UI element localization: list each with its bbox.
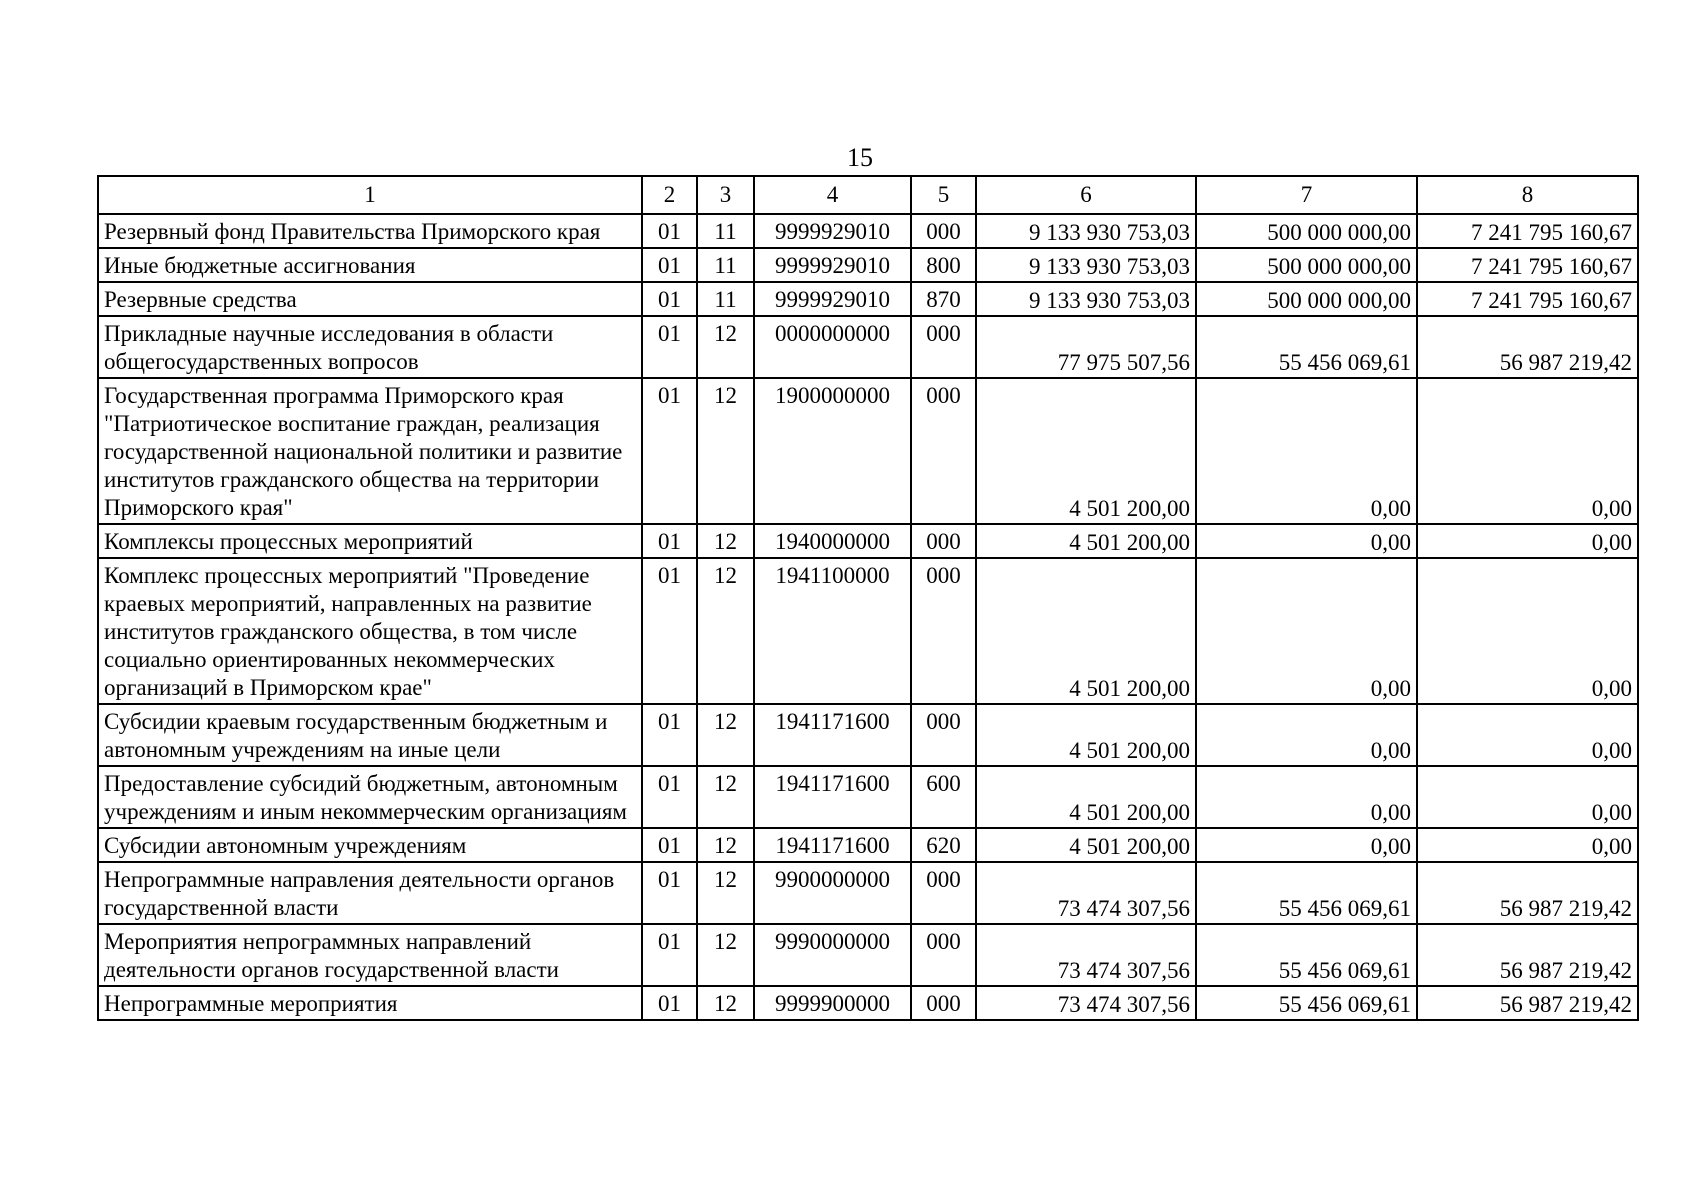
expense-type-code: 000 [911,704,976,766]
amount-col-7: 0,00 [1196,704,1417,766]
budget-table [97,175,1639,1021]
amount-col-6: 4 501 200,00 [976,378,1196,524]
expense-type-code: 000 [911,986,976,1020]
target-article-code: 9900000000 [754,862,911,924]
amount-col-7: 55 456 069,61 [1196,862,1417,924]
table-row [98,986,1638,1020]
section-code: 01 [642,378,697,524]
amount-col-8: 56 987 219,42 [1417,862,1638,924]
subsection-code: 12 [697,524,754,558]
table-row [98,862,1638,924]
amount-col-7: 0,00 [1196,378,1417,524]
amount-col-8: 7 241 795 160,67 [1417,248,1638,282]
section-code: 01 [642,704,697,766]
row-name: Непрограммные мероприятия [98,986,642,1020]
expense-type-code: 800 [911,248,976,282]
amount-col-7: 0,00 [1196,766,1417,828]
section-code: 01 [642,282,697,316]
amount-col-7: 500 000 000,00 [1196,214,1417,248]
amount-col-6: 9 133 930 753,03 [976,248,1196,282]
amount-col-6: 9 133 930 753,03 [976,214,1196,248]
amount-col-6: 4 501 200,00 [976,766,1196,828]
header-row [98,176,1638,214]
subsection-code: 12 [697,828,754,862]
section-code: 01 [642,248,697,282]
table-row [98,704,1638,766]
section-code: 01 [642,924,697,986]
subsection-code: 12 [697,924,754,986]
column-header: 2 [642,176,697,214]
table-row [98,248,1638,282]
subsection-code: 12 [697,704,754,766]
amount-col-8: 7 241 795 160,67 [1417,282,1638,316]
target-article-code: 1941171600 [754,704,911,766]
subsection-code: 11 [697,248,754,282]
amount-col-7: 0,00 [1196,524,1417,558]
amount-col-7: 500 000 000,00 [1196,248,1417,282]
subsection-code: 12 [697,986,754,1020]
target-article-code: 9999900000 [754,986,911,1020]
column-header: 7 [1196,176,1417,214]
page-number: 15 [847,143,873,172]
amount-col-8: 0,00 [1417,524,1638,558]
amount-col-8: 0,00 [1417,558,1638,704]
expense-type-code: 600 [911,766,976,828]
row-name: Иные бюджетные ассигнования [98,248,642,282]
target-article-code: 0000000000 [754,316,911,378]
target-article-code: 9990000000 [754,924,911,986]
target-article-code: 9999929010 [754,214,911,248]
table-header [98,176,1638,214]
expense-type-code: 000 [911,558,976,704]
amount-col-7: 55 456 069,61 [1196,316,1417,378]
expense-type-code: 000 [911,524,976,558]
amount-col-6: 4 501 200,00 [976,704,1196,766]
table-row [98,378,1638,524]
table-row [98,214,1638,248]
amount-col-6: 73 474 307,56 [976,862,1196,924]
subsection-code: 11 [697,214,754,248]
section-code: 01 [642,558,697,704]
amount-col-6: 4 501 200,00 [976,558,1196,704]
amount-col-7: 55 456 069,61 [1196,986,1417,1020]
amount-col-6: 73 474 307,56 [976,924,1196,986]
section-code: 01 [642,214,697,248]
table-row [98,524,1638,558]
column-header: 4 [754,176,911,214]
row-name: Резервные средства [98,282,642,316]
column-header: 1 [98,176,642,214]
amount-col-8: 0,00 [1417,828,1638,862]
row-name: Прикладные научные исследования в области общегосударственных вопросов [98,316,642,378]
target-article-code: 1941100000 [754,558,911,704]
section-code: 01 [642,828,697,862]
column-header: 8 [1417,176,1638,214]
column-header: 6 [976,176,1196,214]
amount-col-8: 0,00 [1417,704,1638,766]
section-code: 01 [642,316,697,378]
amount-col-8: 56 987 219,42 [1417,316,1638,378]
amount-col-6: 77 975 507,56 [976,316,1196,378]
subsection-code: 12 [697,316,754,378]
amount-col-7: 0,00 [1196,558,1417,704]
row-name: Субсидии автономным учреждениям [98,828,642,862]
amount-col-6: 73 474 307,56 [976,986,1196,1020]
target-article-code: 1941171600 [754,766,911,828]
target-article-code: 1941171600 [754,828,911,862]
expense-type-code: 000 [911,316,976,378]
row-name: Мероприятия непрограммных направлений деятельности органов государственной власти [98,924,642,986]
expense-type-code: 620 [911,828,976,862]
amount-col-7: 500 000 000,00 [1196,282,1417,316]
amount-col-8: 56 987 219,42 [1417,924,1638,986]
amount-col-8: 56 987 219,42 [1417,986,1638,1020]
amount-col-8: 0,00 [1417,378,1638,524]
amount-col-8: 7 241 795 160,67 [1417,214,1638,248]
row-name: Комплекс процессных мероприятий "Проведение краевых мероприятий, направленных на развитие институтов гражданского общества, в том числе социально ориентированных некоммерческих организаций в Приморском крае" [98,558,642,704]
table-row [98,924,1638,986]
row-name: Непрограммные направления деятельности органов государственной власти [98,862,642,924]
column-header: 3 [697,176,754,214]
target-article-code: 1900000000 [754,378,911,524]
row-name: Субсидии краевым государственным бюджетным и автономным учреждениям на иные цели [98,704,642,766]
expense-type-code: 000 [911,214,976,248]
subsection-code: 11 [697,282,754,316]
amount-col-6: 4 501 200,00 [976,524,1196,558]
target-article-code: 1940000000 [754,524,911,558]
subsection-code: 12 [697,862,754,924]
column-header: 5 [911,176,976,214]
table-row [98,316,1638,378]
table-row [98,766,1638,828]
target-article-code: 9999929010 [754,248,911,282]
table-body [98,214,1638,1020]
table-row [98,282,1638,316]
target-article-code: 9999929010 [754,282,911,316]
amount-col-7: 55 456 069,61 [1196,924,1417,986]
amount-col-7: 0,00 [1196,828,1417,862]
table-row [98,558,1638,704]
section-code: 01 [642,766,697,828]
table-row [98,828,1638,862]
expense-type-code: 870 [911,282,976,316]
amount-col-6: 9 133 930 753,03 [976,282,1196,316]
row-name: Резервный фонд Правительства Приморского края [98,214,642,248]
row-name: Государственная программа Приморского края "Патриотическое воспитание граждан, реализация государственной национальной политики и развитие институтов гражданского общества на территории Приморского края" [98,378,642,524]
expense-type-code: 000 [911,924,976,986]
amount-col-6: 4 501 200,00 [976,828,1196,862]
expense-type-code: 000 [911,862,976,924]
row-name: Предоставление субсидий бюджетным, автономным учреждениям и иным некоммерческим организациям [98,766,642,828]
section-code: 01 [642,524,697,558]
amount-col-8: 0,00 [1417,766,1638,828]
section-code: 01 [642,862,697,924]
subsection-code: 12 [697,766,754,828]
expense-type-code: 000 [911,378,976,524]
section-code: 01 [642,986,697,1020]
subsection-code: 12 [697,558,754,704]
subsection-code: 12 [697,378,754,524]
row-name: Комплексы процессных мероприятий [98,524,642,558]
